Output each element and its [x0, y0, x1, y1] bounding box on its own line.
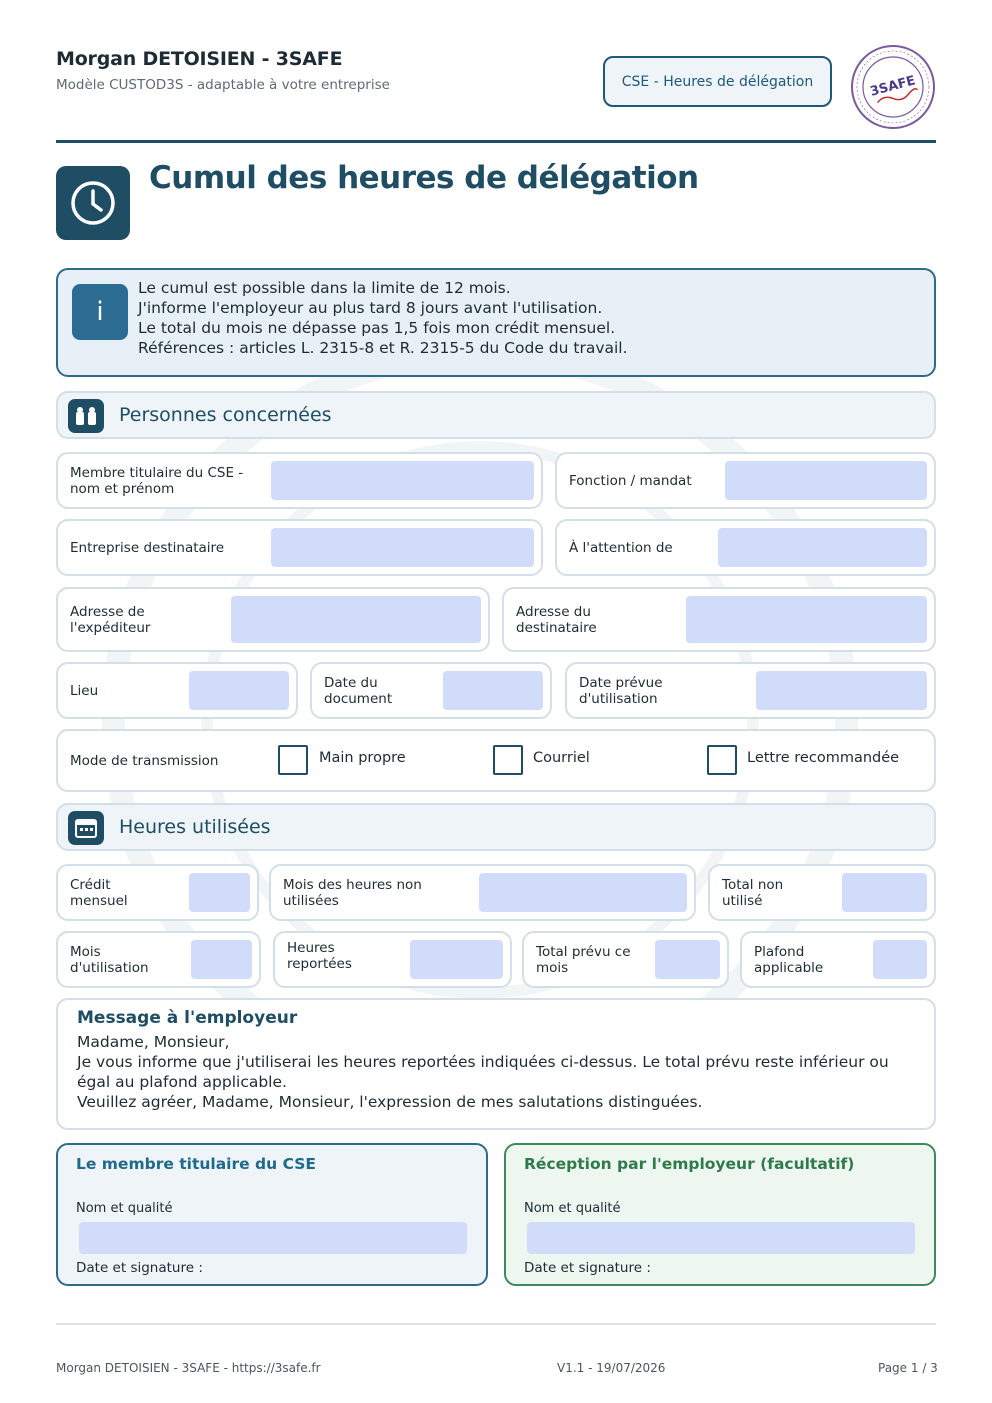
- signature-title: Réception par l'employeur (facultatif): [524, 1155, 855, 1173]
- info-icon: i: [72, 284, 128, 340]
- message-line: Je vous informe que j'utiliserai les heures reportées indiquées ci-dessus. Le total prévu reste inférieur ou égal au plafond applicable.: [77, 1053, 889, 1091]
- adresse-destinataire-input[interactable]: [686, 596, 927, 643]
- field-attention: [555, 519, 936, 576]
- transmission-label: Mode de transmission: [70, 752, 219, 769]
- watermark-seal: [90, 330, 870, 1110]
- seal-text: 3SAFE: [868, 73, 918, 100]
- signature-date-label: Date et signature :: [524, 1260, 651, 1276]
- field-date-document: [310, 662, 552, 719]
- date-prevue-input[interactable]: [756, 671, 927, 710]
- header-divider: [56, 140, 936, 143]
- entreprise-input[interactable]: [271, 528, 534, 567]
- message-line: Veuillez agréer, Madame, Monsieur, l'expression de mes salutations distinguées.: [77, 1093, 703, 1111]
- field-adresse-expediteur: [56, 587, 490, 652]
- field-label: Mois d'utilisation: [70, 943, 149, 976]
- date-document-input[interactable]: [443, 671, 543, 710]
- field-date-prevue: [565, 662, 936, 719]
- transmission-mode-row: [56, 729, 936, 792]
- field-label: Entreprise destinataire: [70, 539, 225, 556]
- field-heures-reportees: [273, 931, 512, 988]
- field-credit-mensuel: [56, 864, 259, 921]
- signature-name-label: Nom et qualité: [76, 1201, 173, 1216]
- section-title: Personnes concernées: [119, 404, 332, 426]
- checkbox-label: Lettre recommandée: [747, 750, 900, 766]
- field-lieu: [56, 662, 298, 719]
- field-label: Adresse du destinataire: [516, 603, 597, 636]
- brand-name: Morgan DETOISIEN - 3SAFE: [56, 48, 343, 70]
- info-panel: [56, 268, 936, 377]
- field-label: Mois des heures non utilisées: [283, 876, 422, 909]
- field-plafond: [740, 931, 936, 988]
- field-label: Fonction / mandat: [569, 472, 692, 489]
- brand-subtitle: Modèle CUSTOD3S - adaptable à votre entreprise: [56, 77, 390, 93]
- employer-message: [56, 998, 936, 1130]
- lieu-input[interactable]: [189, 671, 289, 710]
- field-titulaire: [56, 452, 543, 509]
- footer-page-number: Page 1 / 3: [878, 1361, 938, 1375]
- credit-mensuel-input[interactable]: [189, 873, 250, 912]
- footer-version: V1.1 - 19/07/2026: [557, 1361, 666, 1375]
- field-label: Plafond applicable: [754, 943, 824, 976]
- info-line: Le total du mois ne dépasse pas 1,5 fois mon crédit mensuel.: [138, 319, 616, 337]
- mois-non-utilises-input[interactable]: [479, 873, 687, 912]
- checkbox-main-propre[interactable]: [278, 745, 308, 775]
- mois-utilisation-input[interactable]: [191, 940, 252, 979]
- section-persons-header: [56, 391, 936, 439]
- info-line: Le cumul est possible dans la limite de 12 mois.: [138, 279, 511, 297]
- checkbox-courriel[interactable]: [493, 745, 523, 775]
- field-total-non-utilise: [708, 864, 936, 921]
- field-label: Adresse de l'expéditeur: [70, 603, 151, 636]
- signature-title: Le membre titulaire du CSE: [76, 1155, 316, 1173]
- info-line: Références : articles L. 2315-8 et R. 2315-5 du Code du travail.: [138, 339, 628, 357]
- checkbox-label: Main propre: [319, 750, 406, 766]
- seal-stamp: [850, 44, 936, 130]
- signature-name-label: Nom et qualité: [524, 1201, 621, 1216]
- heures-reportees-input[interactable]: [410, 940, 503, 979]
- calendar-icon: [68, 811, 104, 845]
- clock-icon: [56, 166, 130, 240]
- field-label: Total non utilisé: [722, 876, 784, 909]
- signature-member: [56, 1143, 488, 1286]
- section-title: Heures utilisées: [119, 816, 271, 838]
- employer-name-input[interactable]: [527, 1222, 915, 1254]
- field-mois-non-utilises: [269, 864, 696, 921]
- field-label: Heures reportées: [287, 939, 352, 972]
- field-total-prevu: [522, 931, 729, 988]
- footer-author: Morgan DETOISIEN - 3SAFE - https://3safe.fr: [56, 1361, 321, 1375]
- people-icon: [68, 399, 104, 433]
- field-label: Membre titulaire du CSE - nom et prénom: [70, 464, 244, 497]
- attention-input[interactable]: [718, 528, 927, 567]
- document-type-badge: CSE - Heures de délégation: [603, 56, 832, 107]
- footer-divider: [56, 1323, 936, 1325]
- field-label: Date prévue d'utilisation: [579, 674, 663, 707]
- page-title: Cumul des heures de délégation: [149, 160, 699, 196]
- titulaire-input[interactable]: [271, 461, 534, 500]
- total-non-utilise-input[interactable]: [842, 873, 927, 912]
- fonction-input[interactable]: [725, 461, 927, 500]
- field-entreprise: [56, 519, 543, 576]
- signature-employer: [504, 1143, 936, 1286]
- signature-date-label: Date et signature :: [76, 1260, 203, 1276]
- info-text: [138, 278, 628, 358]
- message-body: [77, 1032, 917, 1112]
- info-line: J'informe l'employeur au plus tard 8 jours avant l'utilisation.: [138, 299, 603, 317]
- plafond-input[interactable]: [873, 940, 927, 979]
- member-name-input[interactable]: [79, 1222, 467, 1254]
- field-label: À l'attention de: [569, 539, 673, 556]
- field-adresse-destinataire: [502, 587, 936, 652]
- checkbox-lettre-recommandee[interactable]: [707, 745, 737, 775]
- field-label: Date du document: [324, 674, 393, 707]
- section-hours-header: [56, 803, 936, 851]
- field-label: Lieu: [70, 682, 99, 699]
- field-label: Crédit mensuel: [70, 876, 128, 909]
- message-title: Message à l'employeur: [77, 1008, 298, 1028]
- page-header: [56, 48, 936, 142]
- field-mois-utilisation: [56, 931, 261, 988]
- field-label: Total prévu ce mois: [536, 943, 631, 976]
- adresse-expediteur-input[interactable]: [231, 596, 481, 643]
- total-prevu-input[interactable]: [655, 940, 720, 979]
- checkbox-label: Courriel: [533, 750, 590, 766]
- field-fonction: [555, 452, 936, 509]
- message-line: Madame, Monsieur,: [77, 1033, 230, 1051]
